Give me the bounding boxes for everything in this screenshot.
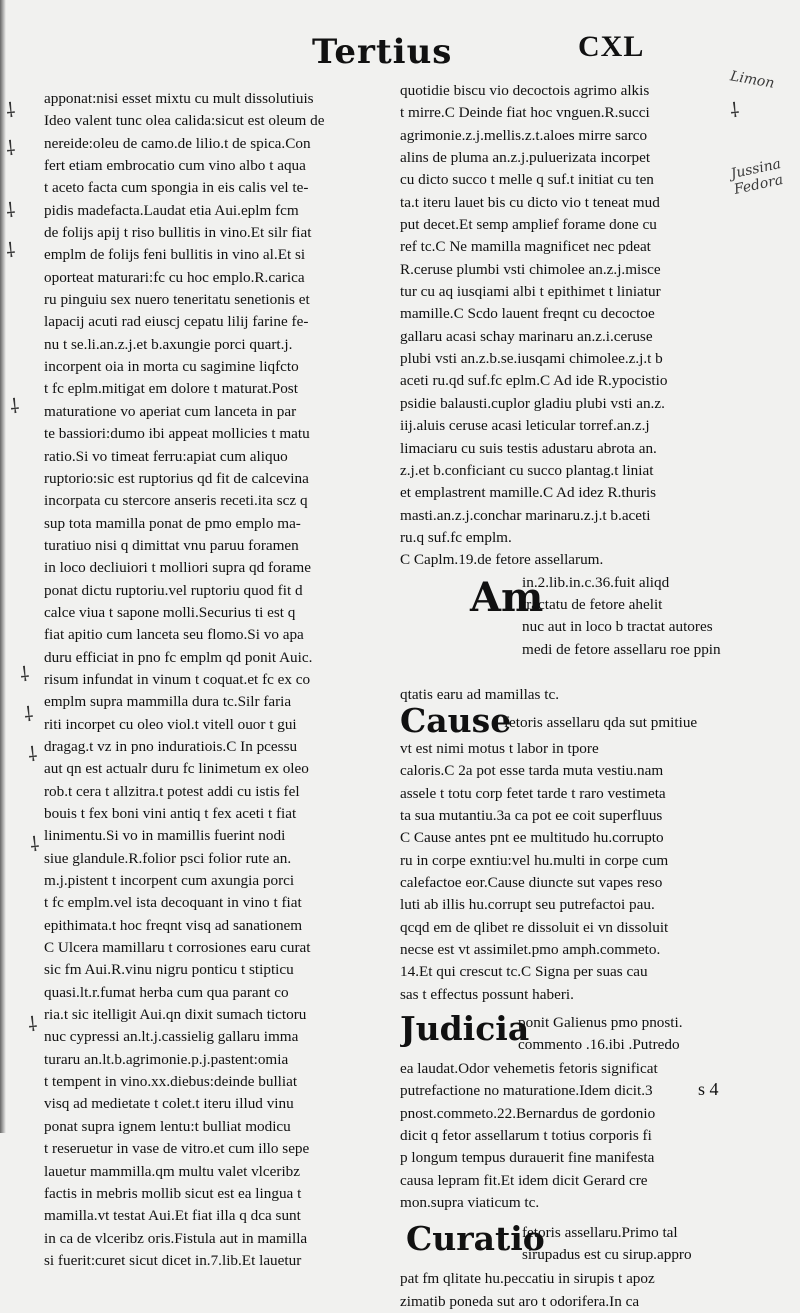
running-head bbox=[0, 22, 800, 82]
text-line: m.j.pistent t incorpent cum axungia porci bbox=[44, 872, 295, 890]
text-line: in.2.lib.in.c.36.fuit aliqd bbox=[522, 573, 670, 591]
text-line: nuc aut in loco b tractat autores bbox=[522, 618, 713, 636]
text-line: lauetur mammilla.qm multu valet vlceribz bbox=[44, 1162, 300, 1180]
text-line: putrefactione no maturatione.Idem dicit.3 bbox=[400, 1082, 653, 1100]
text-line: riti incorpet cu oleo viol.t vitell ouor t gui bbox=[44, 715, 297, 733]
chapter-heading: C Caplm.19.de fetore assellarum. bbox=[400, 551, 604, 569]
text-line: cu dicto succo t melle q suf.t initiat cu ten bbox=[400, 171, 654, 189]
text-line: ria.t sic itelligit Aui.qn dixit sumach tictoru bbox=[44, 1006, 307, 1024]
text-line: si fuerit:curet sicut dicet in.7.lib.Et lauetur bbox=[44, 1251, 302, 1269]
text-line: siue glandule.R.folior psci folior rute an. bbox=[44, 849, 292, 867]
text-line: alins de pluma an.z.j.puluerizata incorpet bbox=[400, 149, 651, 167]
text-line: put decet.Et semp amplief forame done cu bbox=[400, 216, 657, 234]
text-line: in loco decliuiori t molliori supra qd forame bbox=[44, 559, 311, 577]
text-line: C Cause antes pnt ee multitudo hu.corrupto bbox=[400, 829, 664, 847]
text-line: ta sua mutantiu.3a ca pot ee coit superfluus bbox=[400, 806, 663, 824]
text-line: masti.an.z.j.conchar marinaru.z.j.t b.aceti bbox=[400, 506, 651, 524]
text-line: mamilla.vt testat Aui.Et fiat illa q dca sunt bbox=[44, 1207, 301, 1225]
text-line: gallaru acasi schay marinaru an.z.i.ceruse bbox=[400, 327, 653, 345]
text-line: dicit q fetor assellarum t totius corporis fi bbox=[400, 1127, 652, 1145]
text-line: te bassiori:dumo ibi appeat mollicies t matu bbox=[44, 425, 310, 443]
text-line: rob.t cera t allzitra.t potest addi cu istis fel bbox=[44, 782, 300, 800]
text-line: R.ceruse plumbi vsti chimolee an.z.j.misce bbox=[400, 260, 661, 278]
text-line: turatiuo nisi q dimittat vnu paruu foramen bbox=[44, 536, 299, 554]
text-line: medi de fetore assellaru roe ppin bbox=[522, 640, 721, 658]
text-line: ponat supra ignem lentu:t bulliat modicu bbox=[44, 1117, 291, 1135]
text-line: t reseruetur in vase de vitro.et cum illo sepe bbox=[44, 1140, 310, 1158]
text-line: ponat dictu ruptoriu.vel ruptoriu quod fit d bbox=[44, 581, 303, 599]
text-line: mon.supra viaticum tc. bbox=[400, 1194, 540, 1212]
text-line: visq ad medietate t colet.t iteru illud vinu bbox=[44, 1095, 294, 1113]
text-line: calce viua t sapone molli.Securius ti est q bbox=[44, 603, 296, 621]
text-line: t aceto facta cum spongia in eis calis vel te- bbox=[44, 179, 309, 197]
text-line: sic fm Aui.R.vinu nigru ponticu t stipticu bbox=[44, 961, 294, 979]
text-line: vt est nimi motus t labor in tpore bbox=[400, 739, 599, 757]
text-line: ta.t iteru lauet bis cu dicto vio t teneat mud bbox=[400, 193, 660, 211]
text-line: assele t totu corp fetet tarde t raro vestimeta bbox=[400, 784, 666, 802]
text-line: incorpata cu stercore anseris receti.ita scz q bbox=[44, 492, 308, 510]
text-line: quasi.lt.r.fumat herba cum qua parant co bbox=[44, 983, 289, 1001]
cause-lines bbox=[400, 738, 750, 1006]
text-line: aceti ru.qd suf.fc eplm.C Ad ide R.ypocistio bbox=[400, 372, 668, 390]
text-line: fiat apitio cum lanceta seu flomo.Si vo apa bbox=[44, 626, 304, 644]
margin-note-side: Jussina Fedora bbox=[729, 156, 785, 198]
text-line: caloris.C 2a pot esse tarda muta vestiu.nam bbox=[400, 762, 664, 780]
text-line: t tempent in vino.xx.diebus:deinde bulliat bbox=[44, 1073, 298, 1091]
text-line: p longum tempus durauerit fine manifesta bbox=[400, 1149, 655, 1167]
text-line: dragag.t vz in pno induratiois.C In pcessu bbox=[44, 737, 298, 755]
text-line: ea laudat.Odor vehemetis fetoris significat bbox=[400, 1060, 658, 1078]
curatio-second-line: sirupadus est cu sirup.appro bbox=[522, 1246, 692, 1264]
cause-heading: Cause bbox=[400, 700, 512, 740]
cause-first-line: fetoris assellaru qda sut pmitiue bbox=[504, 713, 698, 731]
text-line: limaciaru cu suis testis adustaru abrota an. bbox=[400, 439, 657, 457]
left-column-text bbox=[44, 88, 396, 1272]
text-line: risum infundat in vinum t coquat.et fc ex co bbox=[44, 670, 311, 688]
text-line: pidis madefacta.Laudat etia Aui.eplm fcm bbox=[44, 201, 299, 219]
margin-mark-icon: ⸸ bbox=[4, 197, 17, 223]
text-line: ruptorio:sic est ruptorius qd fit de calcevina bbox=[44, 469, 309, 487]
judicia-second-line: commento .16.ibi .Putredo bbox=[518, 1036, 680, 1054]
right-column-text bbox=[400, 80, 750, 1313]
running-title: Tertius bbox=[312, 32, 453, 72]
curatio-lines bbox=[400, 1268, 750, 1313]
text-line: linimentu.Si vo in mamillis fuerint nodi bbox=[44, 827, 286, 845]
text-line: fert etiam embrocatio cum vino albo t aqua bbox=[44, 157, 306, 175]
text-line: t fc eplm.mitigat em dolore t maturat.Post bbox=[44, 380, 298, 398]
text-line: calefactoe eor.Cause diuncte sut vapes reso bbox=[400, 873, 663, 891]
text-line: t fc emplm.vel ista decoquant in vino t fiat bbox=[44, 894, 302, 912]
folio-number: CXL bbox=[578, 30, 645, 63]
text-line: ru pinguiu sex nuero teneritatu senetionis et bbox=[44, 291, 310, 309]
text-line: nereide:oleu de camo.de lilio.t de spica.Con bbox=[44, 134, 311, 152]
margin-mark-icon: ⸸ bbox=[4, 97, 17, 123]
text-line: in ca de vlceribz oris.Fistula aut in mamilla bbox=[44, 1229, 308, 1247]
text-line: de folijs apij t riso bullitis in vino.Et silr fiat bbox=[44, 224, 312, 242]
text-line: psidie balausti.cuplor gladiu plubi vsti an.z. bbox=[400, 394, 665, 412]
text-line: oporteat maturari:fc cu hoc emplo.R.carica bbox=[44, 268, 305, 286]
margin-mark-icon: ⸸ bbox=[22, 701, 35, 727]
text-line: apponat:nisi esset mixtu cu mult dissolutiuis bbox=[44, 90, 314, 107]
text-line: turaru an.lt.b.agrimonie.p.j.pastent:omia bbox=[44, 1050, 289, 1068]
text-line: epithimata.t hoc freqnt visq ad sanationem bbox=[44, 916, 303, 934]
text-line: qcqd em de qlibet re dissoluit ei vn dissoluit bbox=[400, 918, 669, 936]
margin-mark-icon: ⸸ bbox=[728, 97, 741, 123]
text-line: nu t se.li.an.z.j.et b.axungie porci quart.j. bbox=[44, 335, 293, 353]
text-line: zimatib poneda sut aro t odorifera.In ca bbox=[400, 1292, 640, 1310]
am-tail: qtatis earu ad mamillas tc. bbox=[400, 685, 559, 703]
text-line: emplm supra mammilla dura tc.Silr faria bbox=[44, 693, 292, 711]
am-paragraph bbox=[400, 572, 750, 684]
text-line: C Ulcera mamillaru t corrosiones earu curat bbox=[44, 939, 311, 957]
margin-mark-icon: ⸸ bbox=[18, 661, 31, 687]
judicia-heading: Judicia bbox=[400, 1009, 530, 1049]
margin-note-top: Limon bbox=[728, 68, 776, 92]
text-line: pat fm qlitate hu.peccatiu in sirupis t apoz bbox=[400, 1270, 655, 1288]
signature-mark: s 4 bbox=[698, 1079, 719, 1099]
text-line: iij.aluis ceruse acasi leticular torref.an.z.j bbox=[400, 417, 650, 435]
text-line: sas t effectus possunt haberi. bbox=[400, 985, 574, 1003]
text-line: 14.Et qui crescut tc.C Signa per suas cau bbox=[400, 963, 648, 981]
text-line: causa lepram fit.Et idem dicit Gerard cre bbox=[400, 1171, 648, 1189]
text-line: agrimonie.z.j.mellis.z.t.aloes mirre sarco bbox=[400, 126, 648, 144]
text-line: mamille.C Scdo lauent freqnt cu decoctoe bbox=[400, 305, 655, 323]
page-edge-shadow bbox=[0, 0, 6, 1133]
text-line: et emplastrent mamille.C Ad idez R.thuris bbox=[400, 484, 657, 502]
text-line: plubi vsti an.z.b.se.iusqami chimolee.z.j.t b bbox=[400, 350, 663, 368]
cause-paragraph bbox=[400, 700, 750, 740]
text-line: luti ab illis hu.corrupt seu putrefactoi pau. bbox=[400, 896, 655, 914]
judicia-paragraph bbox=[400, 1009, 750, 1058]
text-line: lapacij acuti rad eiuscj cepatu lilij farine fe- bbox=[44, 313, 309, 331]
text-line: ru in corpe exntiu:vel hu.multi in corpe cum bbox=[400, 851, 669, 869]
right-column-top-text bbox=[400, 80, 750, 549]
text-line: ref tc.C Ne mamilla magnificet nec pdeat bbox=[400, 238, 651, 256]
text-line: quotidie biscu vio decoctois agrimo alkis bbox=[400, 82, 650, 99]
text-line: ratio.Si vo timeat ferru:apiat cum aliquo bbox=[44, 447, 288, 465]
text-line: emplm de folijs feni bullitis in vino al.Et si bbox=[44, 246, 306, 264]
text-line: tractatu de fetore ahelit bbox=[522, 595, 663, 613]
margin-mark-icon: ⸸ bbox=[8, 393, 21, 419]
text-line: pnost.commeto.22.Bernardus de gordonio bbox=[400, 1104, 656, 1122]
text-line: nuc cypressi an.lt.j.cassielig gallaru imma bbox=[44, 1028, 299, 1046]
curatio-paragraph bbox=[400, 1219, 750, 1268]
margin-mark-icon: ⸸ bbox=[4, 135, 17, 161]
text-line: maturatione vo aperiat cum lanceta in par bbox=[44, 402, 297, 420]
text-line: ru.q suf.fc emplm. bbox=[400, 528, 512, 546]
judicia-first-line: ponit Galienus pmo pnosti. bbox=[518, 1014, 683, 1032]
text-line: Ideo valent tunc olea calida:sicut est oleum de bbox=[44, 112, 325, 130]
text-line: bouis t fex boni vini antiq t fex aceti t fiat bbox=[44, 805, 297, 822]
am-initial: Am bbox=[470, 573, 544, 621]
text-line: duru efficiat in pno fc emplm qd ponit Auic. bbox=[44, 648, 313, 666]
text-line: t mirre.C Deinde fiat hoc vnguen.R.succi bbox=[400, 104, 650, 122]
text-line: aut qn est actualr duru fc linimetum ex oleo bbox=[44, 760, 309, 778]
am-lines bbox=[522, 572, 721, 661]
text-line: factis in mebris mollib sicut est ea lingua t bbox=[44, 1184, 302, 1202]
text-line: z.j.et b.conficiant cu succo plantag.t liniat bbox=[400, 461, 654, 479]
margin-mark-icon: ⸸ bbox=[26, 1011, 39, 1037]
curatio-heading: Curatio bbox=[406, 1219, 545, 1259]
text-line: tur cu aq iusqiami albi t epithimet t liniatur bbox=[400, 283, 661, 301]
margin-mark-icon: ⸸ bbox=[28, 831, 41, 857]
curatio-first-line: fetoris assellaru.Primo tal bbox=[522, 1224, 678, 1242]
text-line: sup tota mamilla ponat de pmo emplo ma- bbox=[44, 514, 301, 532]
margin-mark-icon: ⸸ bbox=[4, 237, 17, 263]
margin-mark-icon: ⸸ bbox=[26, 741, 39, 767]
text-line: incorpent oia in morta cu sagimine liqfcto bbox=[44, 358, 299, 376]
text-line: necse est vt assimilet.pmo amph.commeto. bbox=[400, 941, 661, 958]
